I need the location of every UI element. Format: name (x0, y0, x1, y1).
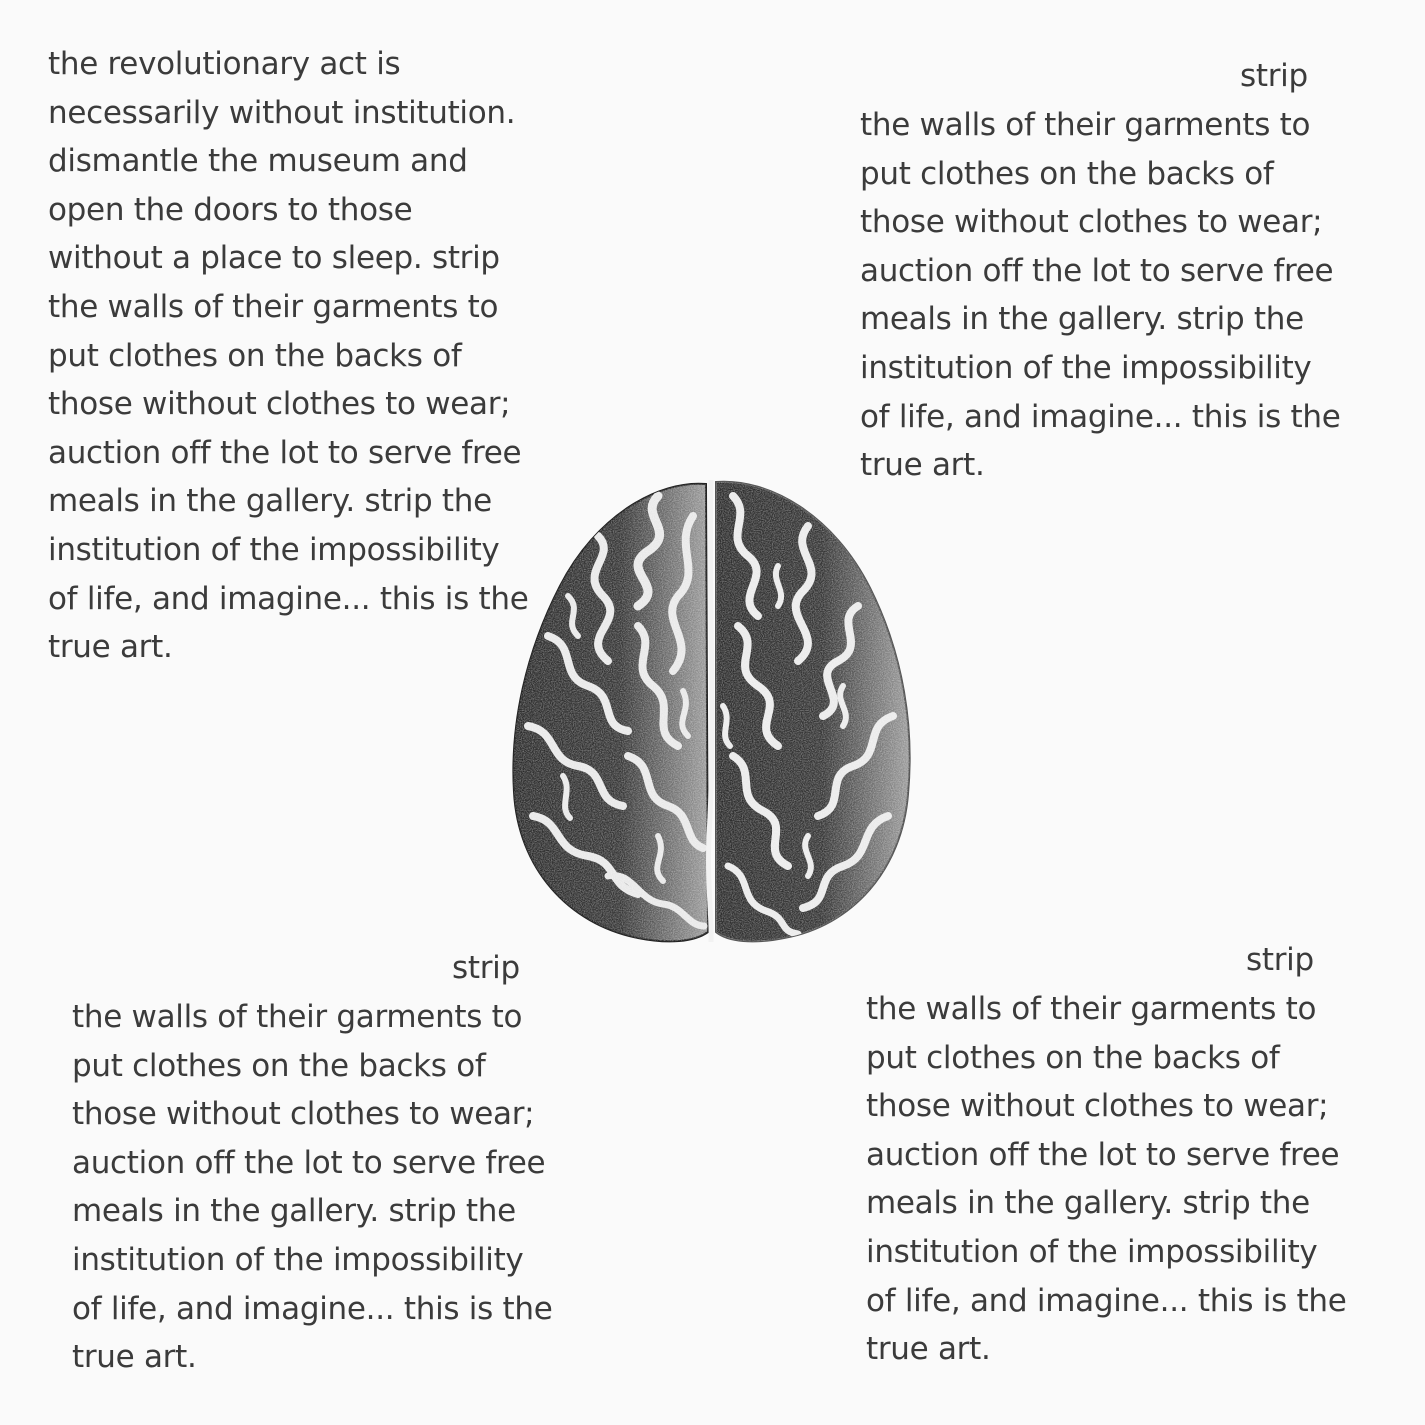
strip-word-bottom-right: strip (1246, 942, 1314, 978)
strip-word-top-right: strip (1240, 58, 1308, 94)
poem-block-bottom-left: the walls of their garments to put clothes on the backs of those without clothes to wear; auction off the lot to serve free meals in the gallery. strip the institution of the impossibility of life, and imagine... this is the true art. (72, 999, 553, 1376)
poem-block-top-left: the revolutionary act is necessarily without institution. dismantle the museum and open the doors to those without a place to sleep. strip the walls of their garments to put clothes on the backs of those without clothes to wear; auction off the lot to serve free meals in the gallery. strip the institution of the impossibility of life, and imagine... this is the true art. (48, 46, 529, 666)
strip-word-bottom-left: strip (452, 950, 520, 986)
poem-block-bottom-right: the walls of their garments to put clothes on the backs of those without clothes to wear; auction off the lot to serve free meals in the gallery. strip the institution of the impossibility of life, and imagine... this is the true art. (866, 991, 1347, 1368)
brain-icon (508, 476, 916, 948)
poem-block-top-right: the walls of their garments to put clothes on the backs of those without clothes to wear; auction off the lot to serve free meals in the gallery. strip the institution of the impossibility of life, and imagine... this is the true art. (860, 107, 1341, 484)
